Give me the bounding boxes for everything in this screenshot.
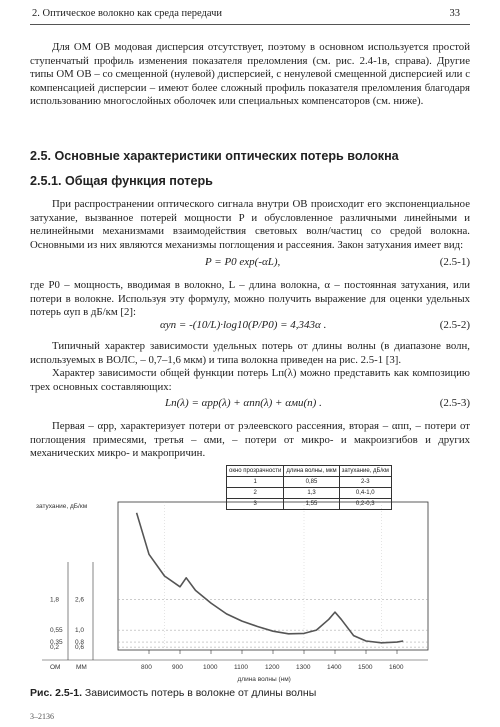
subsection-title: 2.5.1. Общая функция потерь <box>30 174 213 188</box>
caption-label: Рис. 2.5-1. <box>30 687 82 699</box>
equation-2: αуп = -(10/L)·log10(P/P0) = 4,343α . <box>160 319 327 331</box>
attenuation-curve <box>137 513 404 643</box>
intro-paragraph <box>30 41 470 109</box>
y-tick-label-mm: 2,6 <box>75 596 85 604</box>
figure-caption <box>30 687 316 699</box>
table-header-cell: окно прозрачности <box>227 466 284 477</box>
table-cell: 0,2-0,3 <box>339 499 391 510</box>
table-row <box>227 477 392 488</box>
equation-3: Lп(λ) = αрр(λ) + αпп(λ) + αми(п) . <box>165 397 322 409</box>
equation-1: P = P0 exp(-αL), <box>205 256 281 268</box>
section-title: 2.5. Основные характеристики оптических потерь волокна <box>30 149 399 163</box>
equation-2-number: (2.5-2) <box>439 319 470 331</box>
x-tick-label: 1300 <box>296 664 311 671</box>
running-header: 2. Оптическое волокно как среда передачи <box>32 8 223 19</box>
x-tick-label: 900 <box>172 664 183 671</box>
y-tick-label-om: 0,55 <box>50 627 63 635</box>
table-cell: 2-3 <box>339 477 391 488</box>
paragraph-4-text: Характер зависимости общей функции потерь Lп(λ) можно представить как композицию трех основных составляющих: <box>30 367 470 393</box>
x-tick-label: 1100 <box>234 664 248 671</box>
intro-text: Для ОМ ОВ модовая дисперсия отсутствует, поэтому в основном используется простой ступенчатый профиль изменения показателя преломления (см. рис. 2.4-1в, справа). Другие типы ОМ ОВ – со смещенной (нулевой) дисперсией, с ненулевой смещенной дисперсией или с компенсацией дисперсии – имеют более сложный профиль показателя преломления благодаря использованию многослойных оболочек или специальных компенсаторов (см. ниже). <box>30 41 470 108</box>
table-cell: 1,3 <box>284 488 339 499</box>
x-tick-label: 1200 <box>265 664 280 671</box>
paragraph-5-text: Первая – αрр, характеризует потери от рэлеевского рассеяния, вторая – αпп, – потери от поглощения примесями, третья – αми, – потери от микро- и макроизгибов и других механических микро- и макропричин. <box>30 420 470 460</box>
signature-footer: 3–2136 <box>30 712 54 721</box>
table-header-row <box>227 466 392 477</box>
transparency-window-table <box>226 465 392 510</box>
table-header-cell: длина волны, мкм <box>284 466 339 477</box>
paragraph-3 <box>30 340 470 367</box>
paragraph-3-text: Типичный характер зависимости удельных потерь от длины волны (в диапазоне волн, используемых в ВОЛС, – 0,7–1,6 мкм) и типа волокна приведен на рис. 2.5-1 [3]. <box>30 340 470 366</box>
table-cell: 3 <box>227 499 284 510</box>
table-row <box>227 488 392 499</box>
x-tick-label: 1600 <box>389 664 404 671</box>
page-number: 33 <box>449 8 460 19</box>
y-tick-label-om: 0,2 <box>50 644 60 652</box>
table-cell: 1,55 <box>284 499 339 510</box>
y-tick-label-mm: 0,6 <box>75 644 85 652</box>
paragraph-2 <box>30 279 470 320</box>
paragraph-5 <box>30 420 470 461</box>
table-header-cell: затухание, дБ/км <box>339 466 391 477</box>
table-cell: 0,4-1,0 <box>339 488 391 499</box>
y-tick-label-mm: 0,8 <box>75 639 85 647</box>
equation-3-number: (2.5-3) <box>439 397 470 409</box>
y-tick-label-om: 0,35 <box>50 639 63 647</box>
caption-text: Зависимость потерь в волокне от длины волны <box>84 687 317 699</box>
paragraph-1 <box>30 198 470 252</box>
header-rule <box>30 24 470 25</box>
equation-1-number: (2.5-1) <box>439 256 470 268</box>
paragraph-4 <box>30 367 470 394</box>
x-tick-label: 1500 <box>358 664 373 671</box>
paragraph-1-text: При распространении оптического сигнала внутри ОВ происходит его экспоненциальное затухание, вызванное потерей мощности P и обусловленное различными линейными и нелинейными механизмами взаимодействия световых волн/частиц со средой волокна. Основными из них являются механизмы поглощения и рассеяния. Закон затухания имеет вид: <box>30 198 470 251</box>
x-tick-label: 1000 <box>203 664 218 671</box>
y-tick-label-mm: 1,0 <box>75 627 85 635</box>
y-axis-label: затухание, дБ/км <box>36 503 88 510</box>
table-row <box>227 499 392 510</box>
attenuation-figure <box>28 462 440 684</box>
table-cell: 0,85 <box>284 477 339 488</box>
corner-label-mm: ММ <box>76 664 87 671</box>
corner-label-om: ОМ <box>50 664 61 671</box>
x-tick-label: 1400 <box>327 664 342 671</box>
table-cell: 2 <box>227 488 284 499</box>
x-tick-label: 800 <box>141 664 152 671</box>
y-tick-label-om: 1,8 <box>50 596 60 604</box>
paragraph-2-text: где P0 – мощность, вводимая в волокно, L – длина волокна, α – постоянная затухания, или потери в волокне. Используя эту формулу, можно получить выражение для оценки удельных потерь αуп в дБ/км [2]: <box>30 279 470 319</box>
x-axis-label: длина волны (нм) <box>237 676 291 683</box>
table-cell: 1 <box>227 477 284 488</box>
